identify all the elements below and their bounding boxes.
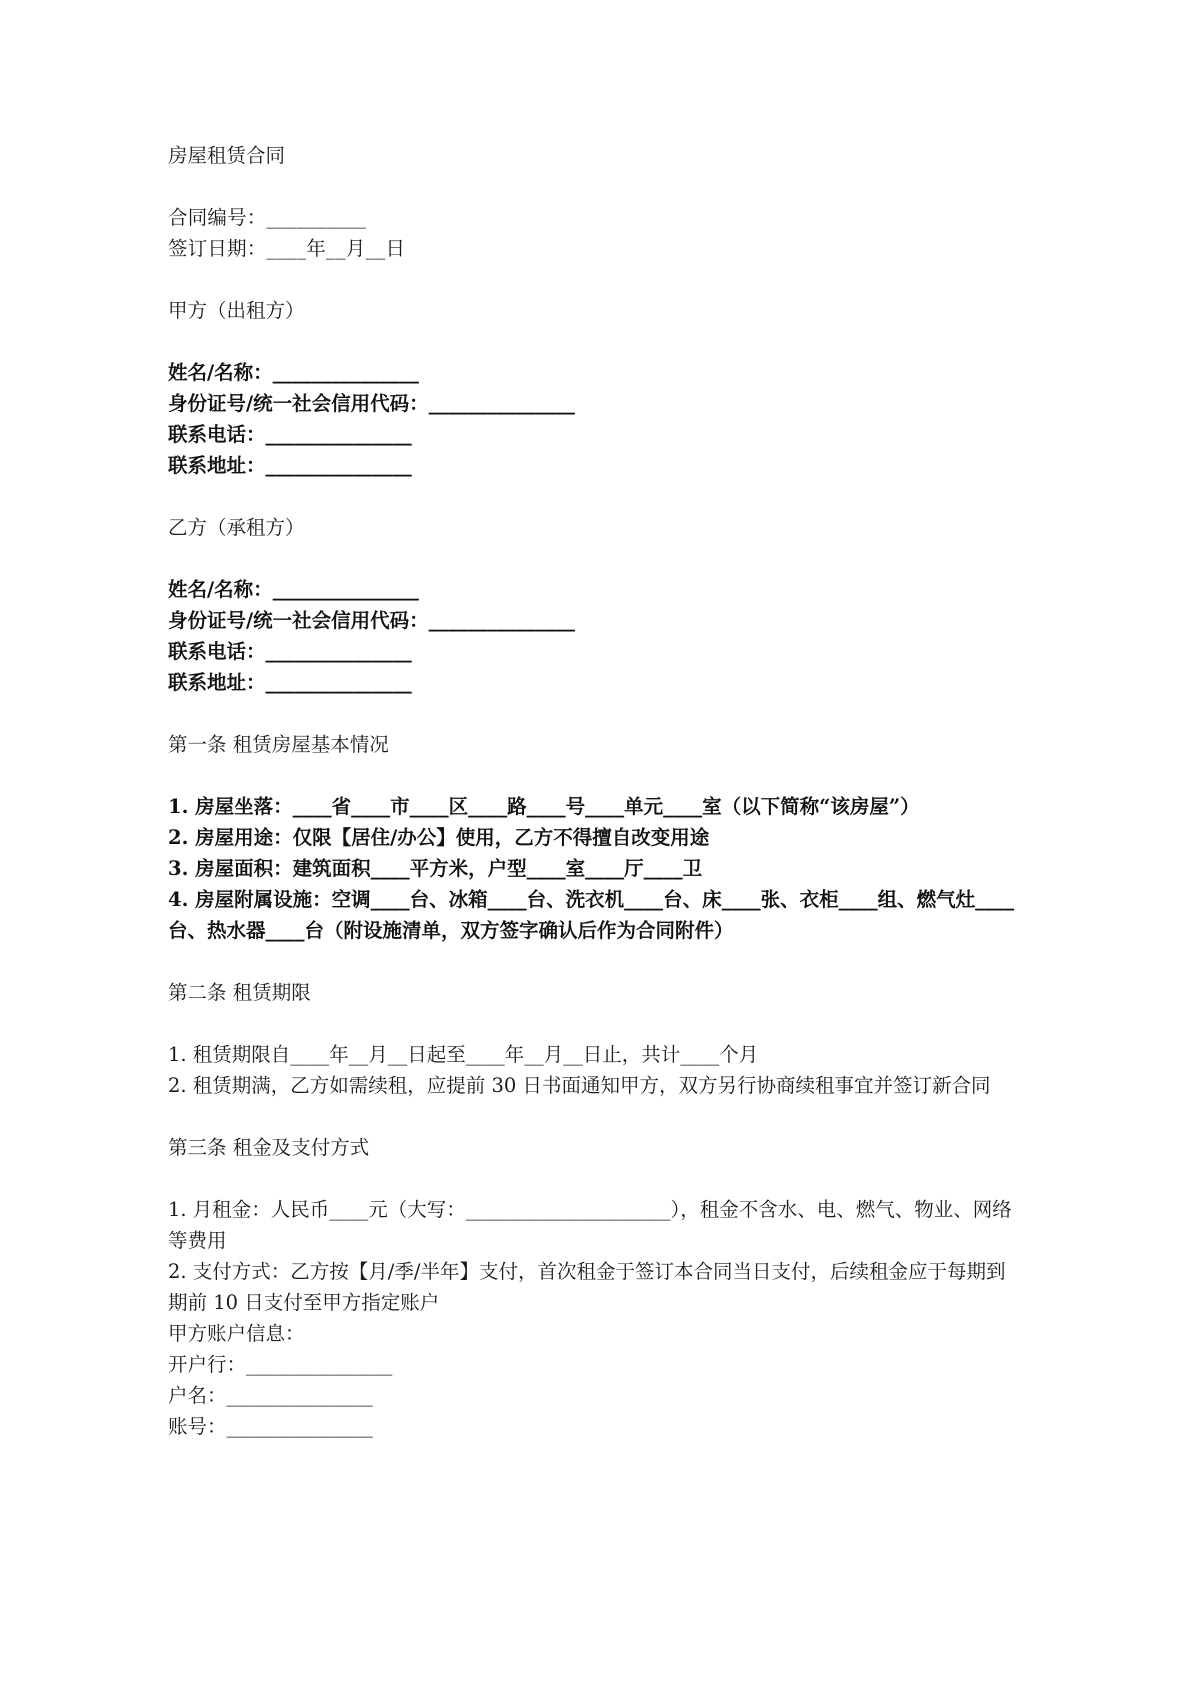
party-a-phone-field: 联系电话：_______________ [168, 423, 412, 446]
clause-1-item-2: 2. 房屋用途：仅限【居住/办公】使用，乙方不得擅自改变用途 [168, 826, 710, 849]
party-b-name-field: 姓名/名称：_______________ [168, 578, 419, 601]
spacer [168, 171, 1020, 202]
party-b-heading: 乙方（承租方） [168, 516, 305, 539]
spacer [168, 1008, 1020, 1039]
clause-2-heading: 第二条 租赁期限 [168, 981, 311, 1004]
account-bank-line: 开户行：_______________ [168, 1353, 393, 1376]
party-a-fields [168, 357, 1020, 481]
spacer [168, 1101, 1020, 1132]
spacer [168, 946, 1020, 977]
party-a-id-field: 身份证号/统一社会信用代码：_______________ [168, 392, 575, 415]
party-a-heading: 甲方（出租方） [168, 299, 305, 322]
spacer [168, 264, 1020, 295]
clause-3-item-2: 2. 支付方式：乙方按【月/季/半年】支付，首次租金于签订本合同当日支付，后续租金应于每期到期前 10 日支付至甲方指定账户 [168, 1260, 1006, 1314]
spacer [168, 326, 1020, 357]
clause-2-item-2: 2. 租赁期满，乙方如需续租，应提前 30 日书面通知甲方，双方另行协商续租事宜并签订新合同 [168, 1074, 991, 1097]
account-holder-line: 户名：_______________ [168, 1384, 373, 1407]
clause-2-item-1: 1. 租赁期限自____年__月__日起至____年__月__日止，共计____个月 [168, 1043, 759, 1066]
clause-1-item-1: 1. 房屋坐落：____省____市____区____路____号____单元____室（以下简称“该房屋”） [168, 795, 920, 818]
sign-date-line: 签订日期：____年__月__日 [168, 237, 406, 260]
clause-3-heading: 第三条 租金及支付方式 [168, 1136, 370, 1159]
clause-1-heading: 第一条 租赁房屋基本情况 [168, 733, 389, 756]
contract-meta [168, 202, 1020, 264]
party-a-address-field: 联系地址：_______________ [168, 454, 412, 477]
clause-2-items [168, 1039, 1020, 1101]
party-a-name-field: 姓名/名称：_______________ [168, 361, 419, 384]
party-b-id-field: 身份证号/统一社会信用代码：_______________ [168, 609, 575, 632]
spacer [168, 760, 1020, 791]
contract-number-line: 合同编号：__________ [168, 206, 367, 229]
spacer [168, 543, 1020, 574]
party-b-fields [168, 574, 1020, 698]
clause-1-item-4: 4. 房屋附属设施：空调____台、冰箱____台、洗衣机____台、床____张、衣柜____组、燃气灶____台、热水器____台（附设施清单，双方签字确认后作为合同附件） [168, 888, 1015, 942]
document-body [168, 140, 1020, 1442]
document-title: 房屋租赁合同 [168, 144, 286, 167]
clause-1-items [168, 791, 1020, 946]
clause-3-items [168, 1194, 1020, 1442]
clause-3-item-1: 1. 月租金：人民币____元（大写：_____________________），租金不含水、电、燃气、物业、网络等费用 [168, 1198, 1012, 1252]
landlord-account-label: 甲方账户信息： [168, 1322, 305, 1345]
spacer [168, 481, 1020, 512]
party-b-phone-field: 联系电话：_______________ [168, 640, 412, 663]
account-number-line: 账号：_______________ [168, 1415, 373, 1438]
spacer [168, 1163, 1020, 1194]
clause-1-item-3: 3. 房屋面积：建筑面积____平方米，户型____室____厅____卫 [168, 857, 703, 880]
spacer [168, 698, 1020, 729]
party-b-address-field: 联系地址：_______________ [168, 671, 412, 694]
